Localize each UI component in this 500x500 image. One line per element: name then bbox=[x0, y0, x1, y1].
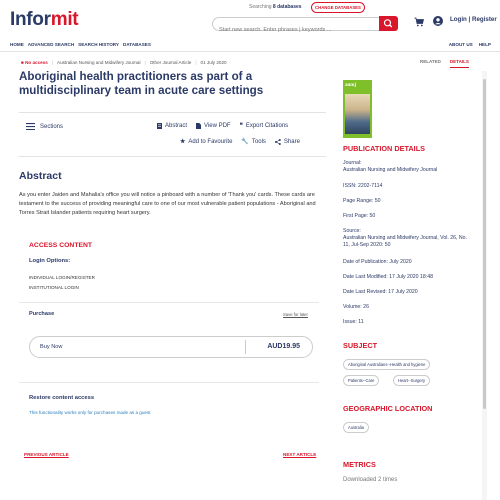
login-options-label: Login Options: bbox=[29, 258, 71, 264]
tools-button[interactable] bbox=[241, 138, 266, 145]
share-label: Share bbox=[283, 138, 300, 145]
divider bbox=[19, 302, 319, 303]
divider: | bbox=[144, 60, 146, 65]
issn: ISSN: 2202-7114 bbox=[343, 183, 383, 189]
details-sidebar bbox=[336, 71, 482, 500]
user-icon[interactable] bbox=[433, 16, 443, 26]
cover-photo bbox=[345, 94, 370, 134]
search-box bbox=[212, 17, 379, 31]
export-citations-button[interactable] bbox=[240, 122, 289, 129]
toolbar-row-1 bbox=[157, 122, 288, 129]
searching-prefix: Searching bbox=[249, 4, 272, 10]
source-value: Australian Nursing and Midwifery Journal, Vol. 26, No. 11, Jul-Sep 2020: 50 bbox=[343, 235, 467, 248]
divider bbox=[19, 156, 326, 157]
document-icon bbox=[157, 123, 162, 129]
file-icon bbox=[196, 123, 201, 129]
nav-databases[interactable]: DATABASES bbox=[123, 42, 151, 47]
restore-access-note[interactable]: This functionality works only for purchases made as a guest bbox=[29, 410, 151, 415]
subject-heading: SUBJECT bbox=[343, 341, 378, 350]
sidebar-tabs bbox=[420, 59, 469, 68]
issue: Issue: 11 bbox=[343, 319, 364, 325]
nav-help[interactable]: HELP bbox=[478, 42, 491, 47]
informit-logo[interactable] bbox=[10, 9, 78, 31]
add-to-favourite-button[interactable] bbox=[180, 138, 232, 145]
buy-now-label: Buy Now bbox=[40, 344, 63, 350]
main-nav bbox=[0, 38, 500, 52]
article-meta bbox=[21, 60, 227, 65]
journal-value: Australian Nursing and Midwifery Journal bbox=[343, 167, 438, 173]
subject-tag[interactable]: Heart--Surgery bbox=[393, 375, 430, 386]
volume: Volume: 26 bbox=[343, 304, 369, 310]
divider: | bbox=[51, 60, 53, 65]
tab-details[interactable]: DETAILS bbox=[450, 59, 469, 68]
source-label: Source: bbox=[343, 228, 361, 234]
sections-button[interactable] bbox=[26, 123, 63, 130]
journal-label: Journal: bbox=[343, 160, 362, 166]
article-type: Other Journal Article bbox=[149, 60, 192, 65]
first-page: First Page: 50 bbox=[343, 213, 376, 219]
page-range: Page Range: 50 bbox=[343, 198, 381, 204]
abstract-button[interactable] bbox=[157, 122, 187, 129]
search-input[interactable] bbox=[219, 24, 379, 36]
date-last-revised: Date Last Revised: 17 July 2020 bbox=[343, 289, 418, 295]
wrench-icon: 🔧 bbox=[241, 139, 249, 145]
cart-icon[interactable] bbox=[414, 17, 424, 27]
metrics-heading: METRICS bbox=[343, 460, 376, 469]
top-bar bbox=[0, 0, 500, 38]
searching-info bbox=[249, 4, 302, 10]
nav-about-us[interactable]: ABOUT US bbox=[448, 42, 473, 47]
date-of-publication: Date of Publication: July 2020 bbox=[343, 259, 412, 265]
add-to-favourite-label: Add to Favourite bbox=[188, 138, 233, 145]
view-pdf-button[interactable] bbox=[196, 122, 231, 129]
logo-part-2: mit bbox=[50, 9, 79, 30]
location-tag[interactable]: Australia bbox=[343, 422, 369, 433]
nav-right bbox=[449, 42, 491, 47]
previous-article-link[interactable]: PREVIOUS ARTICLE bbox=[24, 452, 69, 457]
view-pdf-label: View PDF bbox=[204, 122, 231, 129]
nav-left bbox=[10, 42, 151, 47]
institutional-login-link[interactable]: INSTITUTIONAL LOGIN bbox=[29, 285, 79, 290]
access-status bbox=[21, 60, 48, 65]
search-icon bbox=[379, 16, 398, 31]
download-count: Downloaded 2 times bbox=[343, 477, 398, 483]
individual-login-link[interactable]: INDIVIDUAL LOGIN/REGISTER bbox=[29, 275, 95, 280]
save-for-later-link[interactable]: Save for later bbox=[283, 312, 308, 317]
share-icon bbox=[275, 139, 281, 145]
export-citations-label: Export Citations bbox=[245, 122, 289, 129]
purchase-label: Purchase bbox=[29, 311, 55, 317]
article-title: Aboriginal health practitioners as part of a multidisciplinary team in acute care settings bbox=[19, 70, 264, 97]
divider: | bbox=[195, 60, 197, 65]
access-label: No access bbox=[25, 60, 48, 65]
nav-home[interactable]: HOME bbox=[10, 42, 24, 47]
divider bbox=[19, 382, 319, 383]
price: AUD19.95 bbox=[267, 343, 300, 350]
star-icon: ★ bbox=[180, 139, 186, 145]
abstract-label: Abstract bbox=[165, 122, 188, 129]
sidebar-scroll-thumb[interactable] bbox=[483, 79, 486, 409]
login-register-link[interactable]: Login | Register bbox=[450, 16, 497, 23]
publication-details-heading: PUBLICATION DETAILS bbox=[343, 144, 426, 153]
lock-icon: ■ bbox=[21, 60, 24, 65]
menu-icon bbox=[26, 123, 35, 130]
access-content-heading: ACCESS CONTENT bbox=[29, 242, 93, 249]
quote-icon: ❝ bbox=[239, 123, 243, 129]
share-button[interactable] bbox=[275, 138, 300, 145]
buy-now-box[interactable] bbox=[29, 336, 313, 358]
sections-label: Sections bbox=[40, 123, 64, 130]
subject-tag[interactable]: Aboriginal Australians--Health and hygiene bbox=[343, 359, 430, 370]
next-article-link[interactable]: NEXT ARTICLE bbox=[283, 452, 317, 457]
cover-title: anmj bbox=[345, 83, 357, 88]
nav-advanced-search[interactable]: ADVANCED SEARCH bbox=[27, 42, 75, 47]
logo-part-1: Infor bbox=[10, 9, 51, 30]
nav-search-history[interactable]: SEARCH HISTORY bbox=[78, 42, 119, 47]
abstract-text: As you enter Jaiden and Mahalia's office you will notice a pinboard with a number of 'Thank you' cards. These cards are testament to the success of providing meaningful care to one of our most vulnerable patient populations - Aboriginal and Torres Strait Islander patients requiring heart surgery. bbox=[19, 192, 316, 216]
divider bbox=[245, 340, 246, 354]
change-databases-button[interactable]: CHANGE DATABASES bbox=[311, 2, 365, 13]
subject-tag[interactable]: Patients--Care bbox=[343, 375, 379, 386]
divider bbox=[19, 112, 326, 113]
access-content-card bbox=[19, 232, 319, 420]
geographic-location-heading: GEOGRAPHIC LOCATION bbox=[343, 404, 433, 413]
article-date: 01 July 2020 bbox=[200, 60, 227, 65]
toolbar-row-2 bbox=[180, 138, 300, 145]
journal-link[interactable]: Australian Nursing and Midwifery Journal bbox=[57, 60, 141, 65]
date-last-modified: Date Last Modified: 17 July 2020 18:48 bbox=[343, 274, 433, 280]
databases-count: 8 databases bbox=[272, 4, 302, 10]
search-button[interactable] bbox=[379, 16, 398, 31]
tab-related[interactable]: RELATED bbox=[420, 59, 441, 64]
tools-label: Tools bbox=[251, 138, 266, 145]
restore-access-heading: Restore content access bbox=[29, 395, 95, 401]
abstract-heading: Abstract bbox=[19, 170, 62, 182]
journal-cover-image[interactable] bbox=[343, 80, 372, 138]
